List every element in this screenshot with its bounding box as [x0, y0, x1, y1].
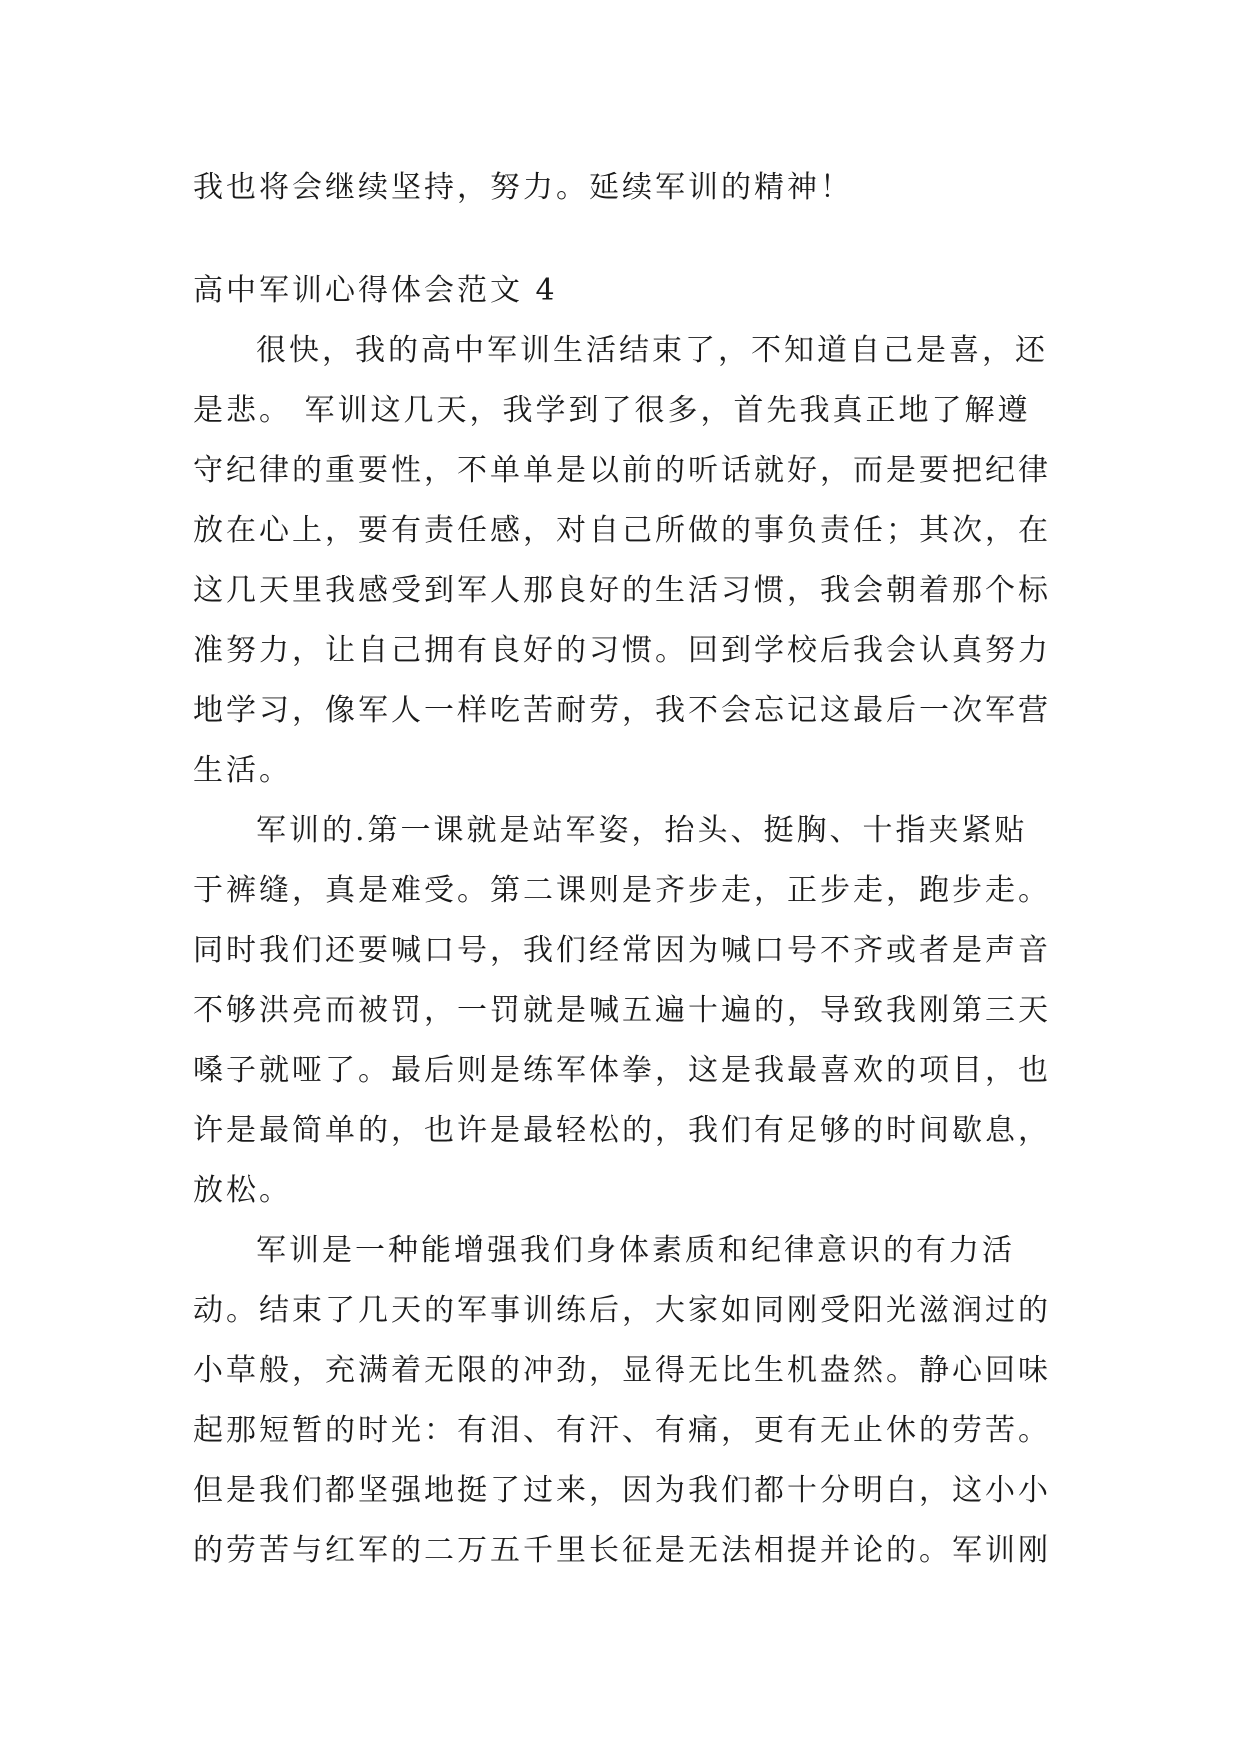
paragraph-line: 军训是一种能增强我们身体素质和纪律意识的有力活: [256, 1233, 1015, 1268]
paragraph-line: 起那短暂的时光：有泪、有汗、有痛，更有无止休的劳苦。: [193, 1413, 1051, 1448]
paragraph-line: 放松。: [193, 1173, 292, 1208]
paragraph-line: 这几天里我感受到军人那良好的生活习惯，我会朝着那个标: [193, 573, 1051, 608]
paragraph-line: 许是最简单的，也许是最轻松的，我们有足够的时间歇息，: [193, 1113, 1051, 1148]
paragraph-1: [193, 321, 1053, 801]
paragraph-line: 放在心上，要有责任感，对自己所做的事负责任；其次，在: [193, 513, 1051, 548]
paragraph-line: 守纪律的重要性，不单单是以前的听话就好，而是要把纪律: [193, 453, 1051, 488]
paragraph-line: 但是我们都坚强地挺了过来，因为我们都十分明白，这小小: [193, 1473, 1051, 1508]
paragraph-line: 动。结束了几天的军事训练后，大家如同刚受阳光滋润过的: [193, 1293, 1051, 1328]
paragraph-3: [193, 1221, 1053, 1581]
document-body: [193, 158, 1053, 1581]
intro-line: 我也将会继续坚持，努力。延续军训的精神！: [193, 170, 853, 205]
paragraph-line: 是悲。 军训这几天，我学到了很多，首先我真正地了解遵: [193, 393, 1031, 428]
paragraph-line: 生活。: [193, 753, 292, 788]
paragraph-line: 于裤缝，真是难受。第二课则是齐步走，正步走，跑步走。: [193, 873, 1051, 908]
paragraph-line: 的劳苦与红军的二万五千里长征是无法相提并论的。军训刚: [193, 1533, 1051, 1568]
paragraph-line: 准努力，让自己拥有良好的习惯。回到学校后我会认真努力: [193, 633, 1051, 668]
paragraph-line: 很快，我的高中军训生活结束了，不知道自己是喜，还: [256, 333, 1048, 368]
paragraph-line: 小草般，充满着无限的冲劲，显得无比生机盎然。静心回味: [193, 1353, 1051, 1388]
paragraph-line: 嗓子就哑了。最后则是练军体拳，这是我最喜欢的项目，也: [193, 1053, 1051, 1088]
paragraph-line: 地学习，像军人一样吃苦耐劳，我不会忘记这最后一次军营: [193, 693, 1051, 728]
paragraph-line: 不够洪亮而被罚，一罚就是喊五遍十遍的，导致我刚第三天: [193, 993, 1051, 1028]
section-title: 高中军训心得体会范文 4: [193, 273, 558, 308]
paragraph-line: 同时我们还要喊口号，我们经常因为喊口号不齐或者是声音: [193, 933, 1051, 968]
paragraph-line: 军训的.第一课就是站军姿，抬头、挺胸、十指夹紧贴: [256, 813, 1028, 848]
paragraph-2: [193, 801, 1053, 1221]
